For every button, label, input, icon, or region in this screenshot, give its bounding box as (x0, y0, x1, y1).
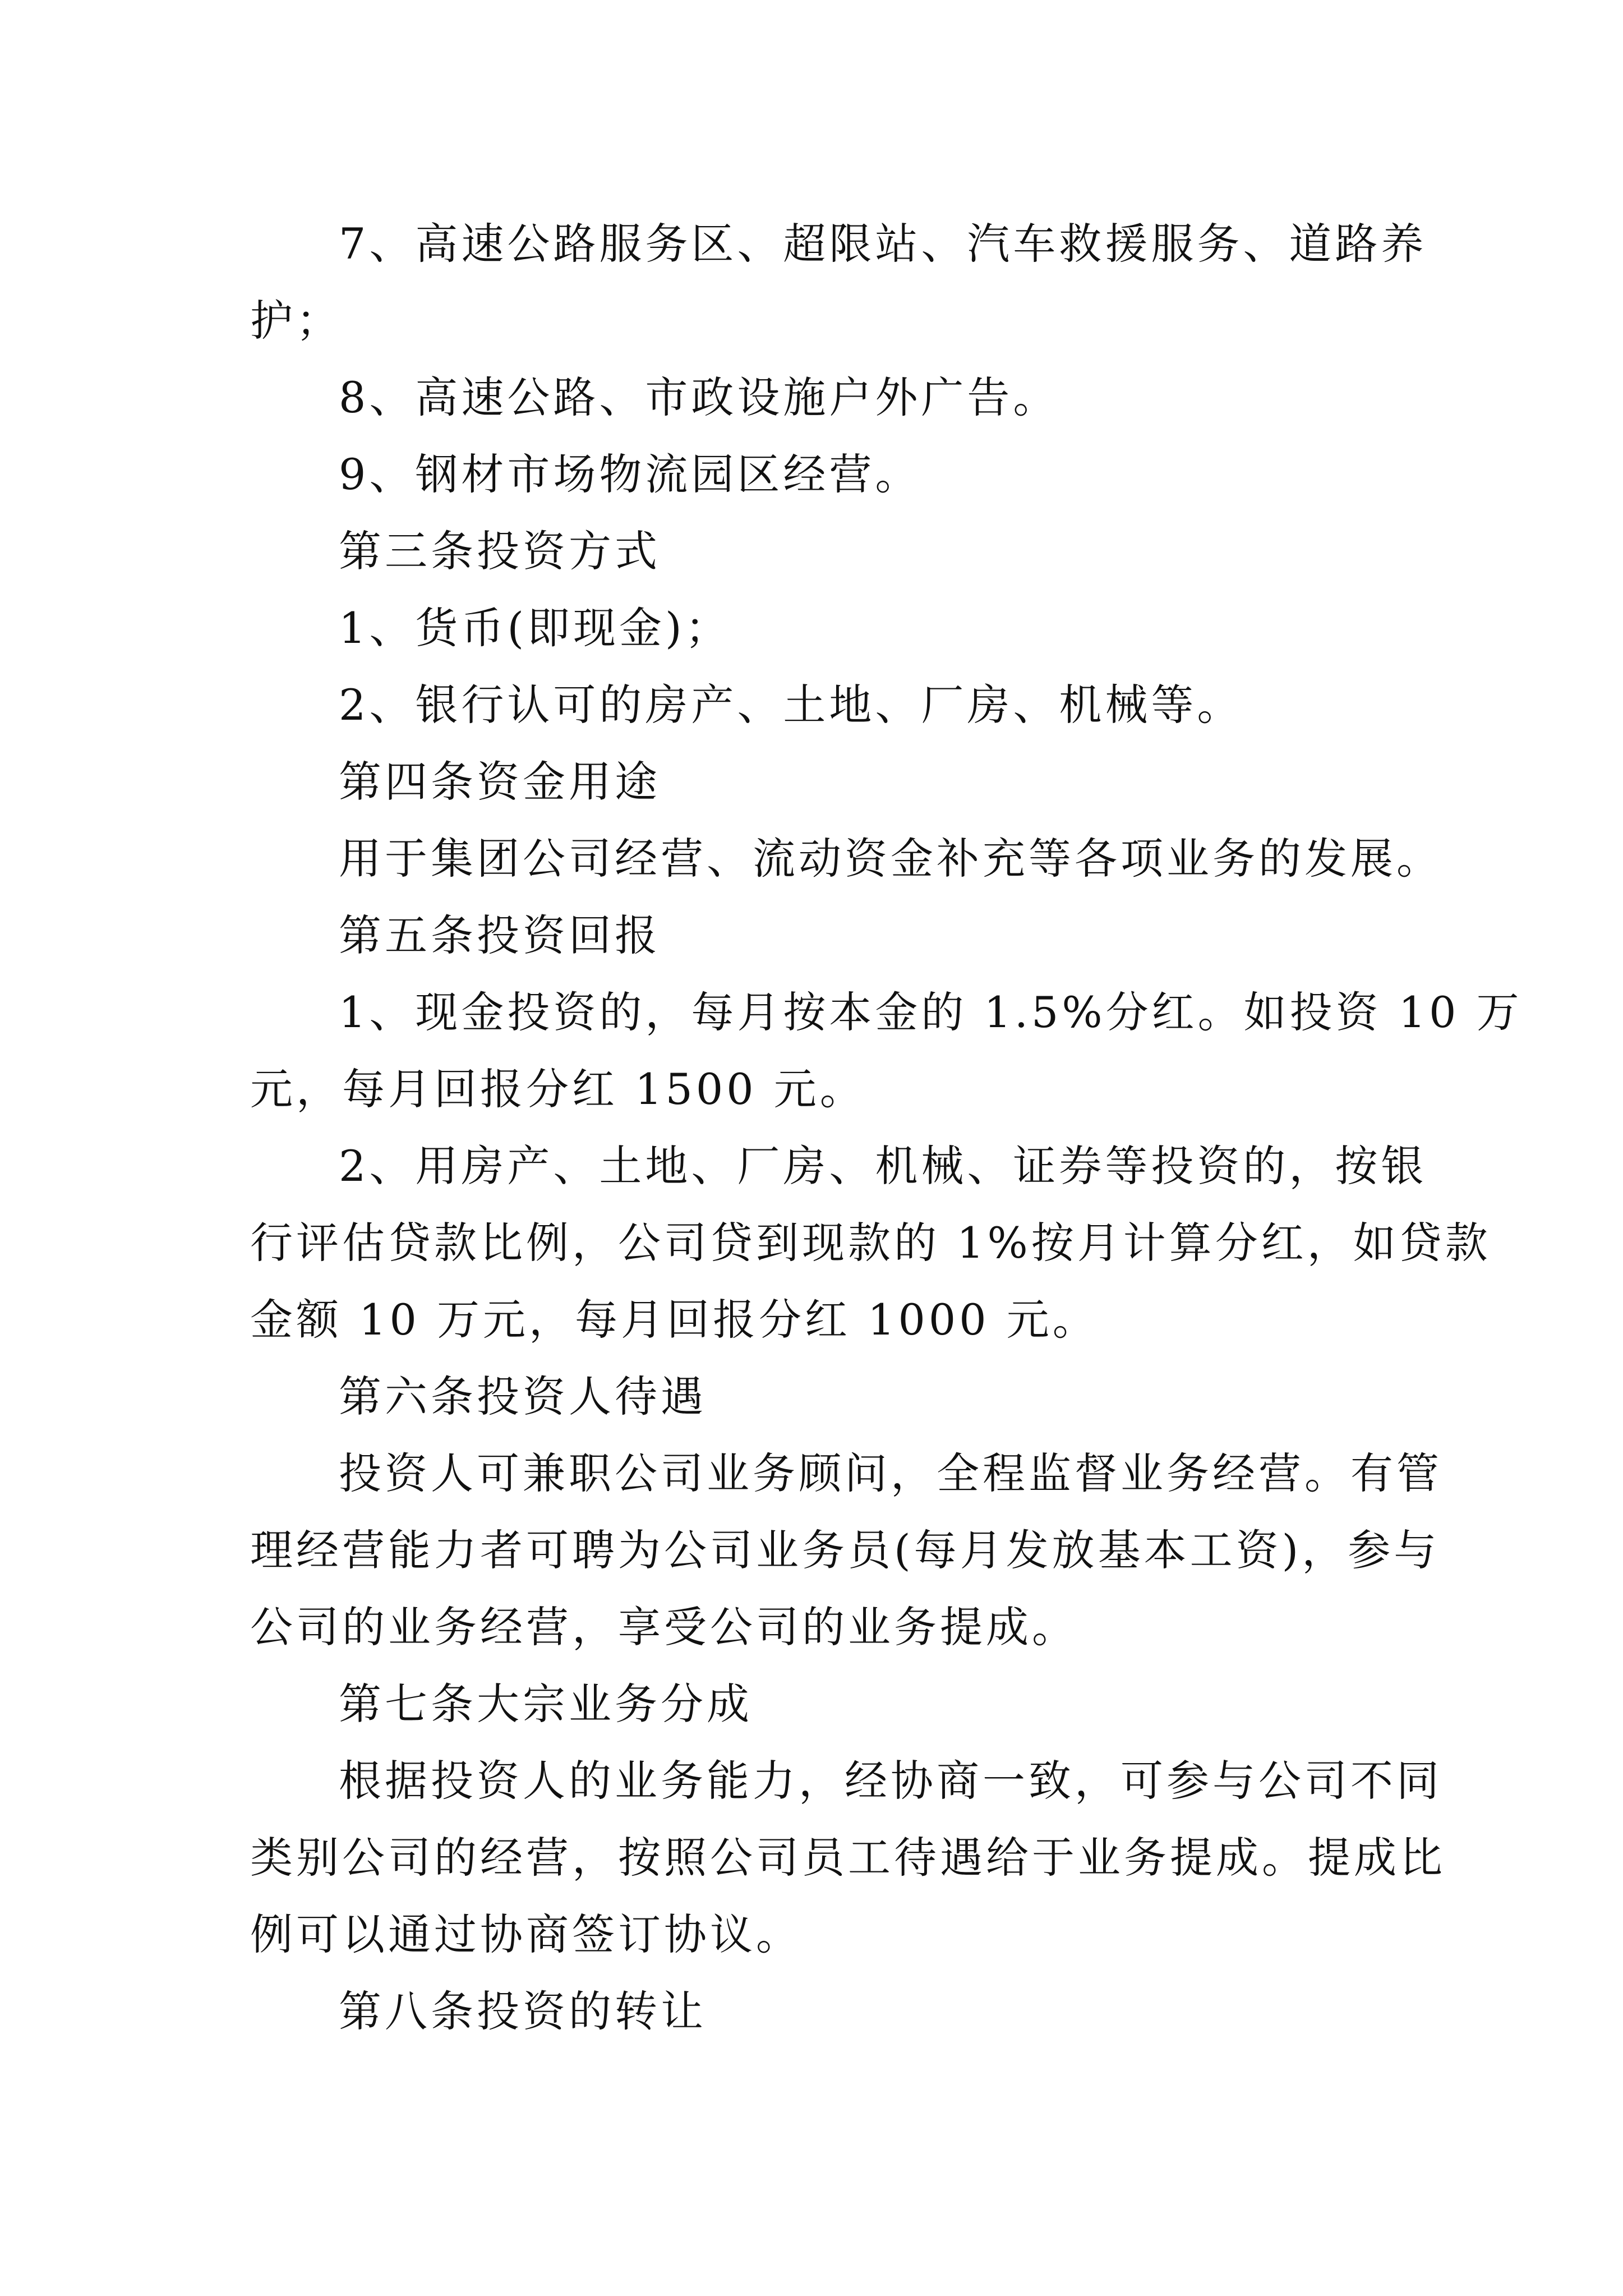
article-4-heading: 第四条资金用途 (339, 757, 661, 807)
article-8-heading: 第八条投资的转让 (339, 1986, 707, 2036)
article-5-item-1-line-1: 1、现金投资的，每月按本金的 1.5%分红。如投资 10 万 (339, 987, 1523, 1037)
clause-item-7-line-1: 7、高速公路服务区、超限站、汽车救援服务、道路养 (339, 219, 1427, 269)
article-3-item-1: 1、货币(即现金)； (339, 603, 731, 653)
article-5-heading: 第五条投资回报 (339, 910, 661, 960)
article-3-item-2: 2、银行认可的房产、土地、厂房、机械等。 (339, 680, 1243, 730)
clause-item-8: 8、高速公路、市政设施户外广告。 (339, 372, 1059, 422)
clause-item-9: 9、钢材市场物流园区经营。 (339, 449, 921, 499)
article-5-item-2-line-3: 金额 10 万元，每月回报分红 1000 元。 (250, 1295, 1099, 1345)
article-3-heading: 第三条投资方式 (339, 526, 661, 576)
article-6-heading: 第六条投资人待遇 (339, 1372, 707, 1421)
article-5-item-1-line-2: 元，每月回报分红 1500 元。 (250, 1064, 866, 1114)
article-7-text-line-3: 例可以通过协商签订协议。 (250, 1910, 802, 1959)
article-7-heading: 第七条大宗业务分成 (339, 1679, 753, 1729)
article-6-text-line-2: 理经营能力者可聘为公司业务员(每月发放基本工资)，参与 (250, 1525, 1440, 1575)
article-7-text-line-2: 类别公司的经营，按照公司员工待遇给于业务提成。提成比 (250, 1833, 1446, 1883)
article-5-item-2-line-2: 行评估贷款比例，公司贷到现款的 1%按月计算分红，如贷款 (250, 1218, 1491, 1268)
article-5-item-2-line-1: 2、用房产、土地、厂房、机械、证券等投资的，按银 (339, 1141, 1427, 1191)
article-6-text-line-1: 投资人可兼职公司业务顾问，全程监督业务经营。有管 (339, 1448, 1442, 1498)
article-6-text-line-3: 公司的业务经营，享受公司的业务提成。 (250, 1602, 1078, 1652)
article-4-text: 用于集团公司经营、流动资金补充等各项业务的发展。 (339, 834, 1442, 884)
article-7-text-line-1: 根据投资人的业务能力，经协商一致，可参与公司不同 (339, 1756, 1442, 1806)
clause-item-7-line-2: 护； (250, 296, 342, 346)
